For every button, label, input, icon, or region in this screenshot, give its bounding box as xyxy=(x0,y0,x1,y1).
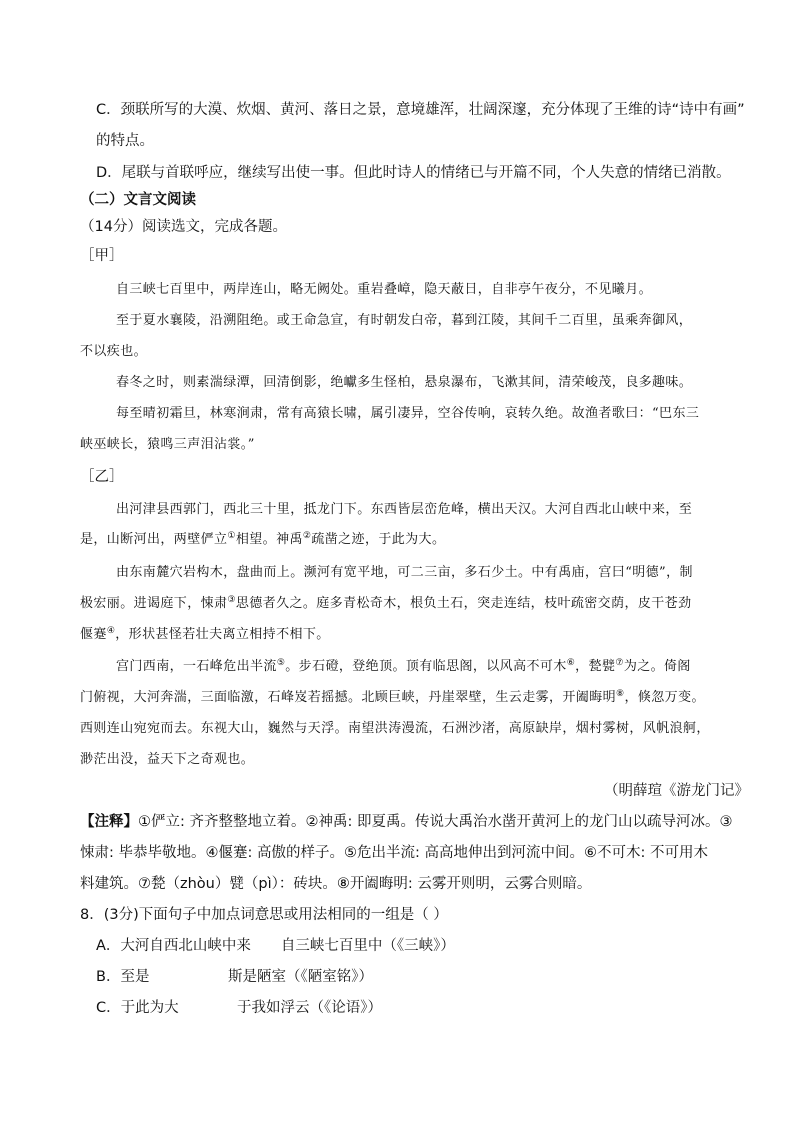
note-ref: ② xyxy=(302,531,312,541)
text-yi-marker: ［乙］ xyxy=(80,469,124,485)
text-yi-line: 偃蹇④，形状甚怪若壮夫离立相持不相下。 xyxy=(80,626,330,642)
text-jia-marker: ［甲］ xyxy=(80,248,124,264)
text-jia-line: 自三峡七百里中，两岸连山，略无阙处。重岩叠嶂，隐天蔽日，自非亭午夜分，不见曦月。 xyxy=(116,282,653,297)
question-8-option-b: B．至是 斯是陋室（《陋室铭》） xyxy=(96,969,373,985)
option-c-line2: 的特点。 xyxy=(96,133,154,149)
question-8-option-a: A．大河自西北山峡中来 自三峡七百里中（《三峡》） xyxy=(96,938,455,954)
text-jia-line: 不以疾也。 xyxy=(80,344,148,359)
text-yi-line: 是，山断河出，两壁俨立①相望。神禹②疏凿之迹，于此为大。 xyxy=(80,531,446,547)
section-intro: （14分）阅读选文，完成各题。 xyxy=(80,219,287,235)
notes-line: 悚肃: 毕恭毕敬地。④偃蹇: 高傲的样子。⑤危出半流: 高高地伸出到河流中间。⑥不可木: 不可用木 xyxy=(80,845,708,861)
text-yi-line: 出河津县西郭门，西北三十里，抵龙门下。东西皆层峦危峰，横出天汉。大河自西北山峡中来，至 xyxy=(116,502,693,517)
text-yi-line: 门俯视，大河奔湍，三面临激，石峰岌若摇撼。北顾巨峡，丹崖翠壁，生云走雾，开阖晦明⑧，倏忽万变。 xyxy=(80,689,705,705)
note-ref: ⑦ xyxy=(615,658,624,668)
text-yi-line: 由东南麓穴岩构木，盘曲而上。濒河有宽平地，可二三亩，多石少土。中有禹庙，宫曰“明德”，制 xyxy=(116,565,693,580)
note-ref: ④ xyxy=(106,626,116,636)
text-yi-line: 极宏丽。进谒庭下，悚肃③思德者久之。庭多青松奇木，根负土石，突走连结，枝叶疏密交荫，皮干苍劲 xyxy=(80,595,692,611)
text-jia-line: 峡巫峡长，猿鸣三声泪沾裳。” xyxy=(80,437,255,452)
note-ref: ⑤ xyxy=(276,658,286,668)
note-ref: ⑥ xyxy=(566,658,576,668)
note-ref: ⑧ xyxy=(616,689,625,699)
notes-line: 【注释】①俨立: 齐齐整整地立着。②神禹: 即夏禹。传说大禹治水凿开黄河上的龙门山以疏导河冰。③ xyxy=(80,814,733,830)
text-jia-line: 春冬之时，则素湍绿潭，回清倒影，绝巘多生怪柏，悬泉瀑布，飞漱其间，清荣峻茂，良多趣味。 xyxy=(116,375,693,390)
question-8-option-c: C．于此为大 于我如浮云（《论语》） xyxy=(96,1000,382,1016)
text-yi-line: 渺茫出没，益天下之奇观也。 xyxy=(80,752,255,767)
text-jia-line: 每至晴初霜旦，林寒涧肃，常有高猿长啸，属引凄异，空谷传响，哀转久绝。故渔者歌曰：“巴东三 xyxy=(116,406,700,421)
text-yi-line: 西则连山宛宛而去。东视大山，巍然与天浮。南望洪涛漫流，石洲沙渚，高原缺岸，烟村雾树，风帆浪舸， xyxy=(80,721,710,736)
note-ref: ① xyxy=(227,531,236,541)
text-yi-line: 宫门西南，一石峰危出半流⑤。步石磴，登绝顶。顶有临思阁，以风高不可木⑥，甃甓⑦为之。倚阁 xyxy=(116,658,691,674)
note-ref: ③ xyxy=(227,595,236,605)
option-d-line1: D．尾联与首联呼应，继续写出使一事。但此时诗人的情绪已与开篇不同，个人失意的情绪已消散。 xyxy=(96,165,731,181)
option-c-line1: C．颈联所写的大漠、炊烟、黄河、落日之景，意境雄浑，壮阔深邃，充分体现了王维的诗“诗中有画” xyxy=(96,102,745,118)
question-8-stem: 8．(3分)下面句子中加点词意思或用法相同的一组是（ ） xyxy=(80,907,448,923)
notes-line: 料建筑。⑦甃（zhòu）甓（pì）：砖块。⑧开阖晦明: 云雾开则明，云雾合则暗。 xyxy=(80,876,592,892)
text-yi-source: （明薛瑄《游龙门记》 xyxy=(604,783,749,799)
notes-label: 【注释】 xyxy=(80,814,138,830)
text-jia-line: 至于夏水襄陵，沿溯阻绝。或王命急宣，有时朝发白帝，暮到江陵，其间千二百里，虽乘奔御风， xyxy=(116,313,693,328)
section-heading: （二）文言文阅读 xyxy=(80,192,196,208)
